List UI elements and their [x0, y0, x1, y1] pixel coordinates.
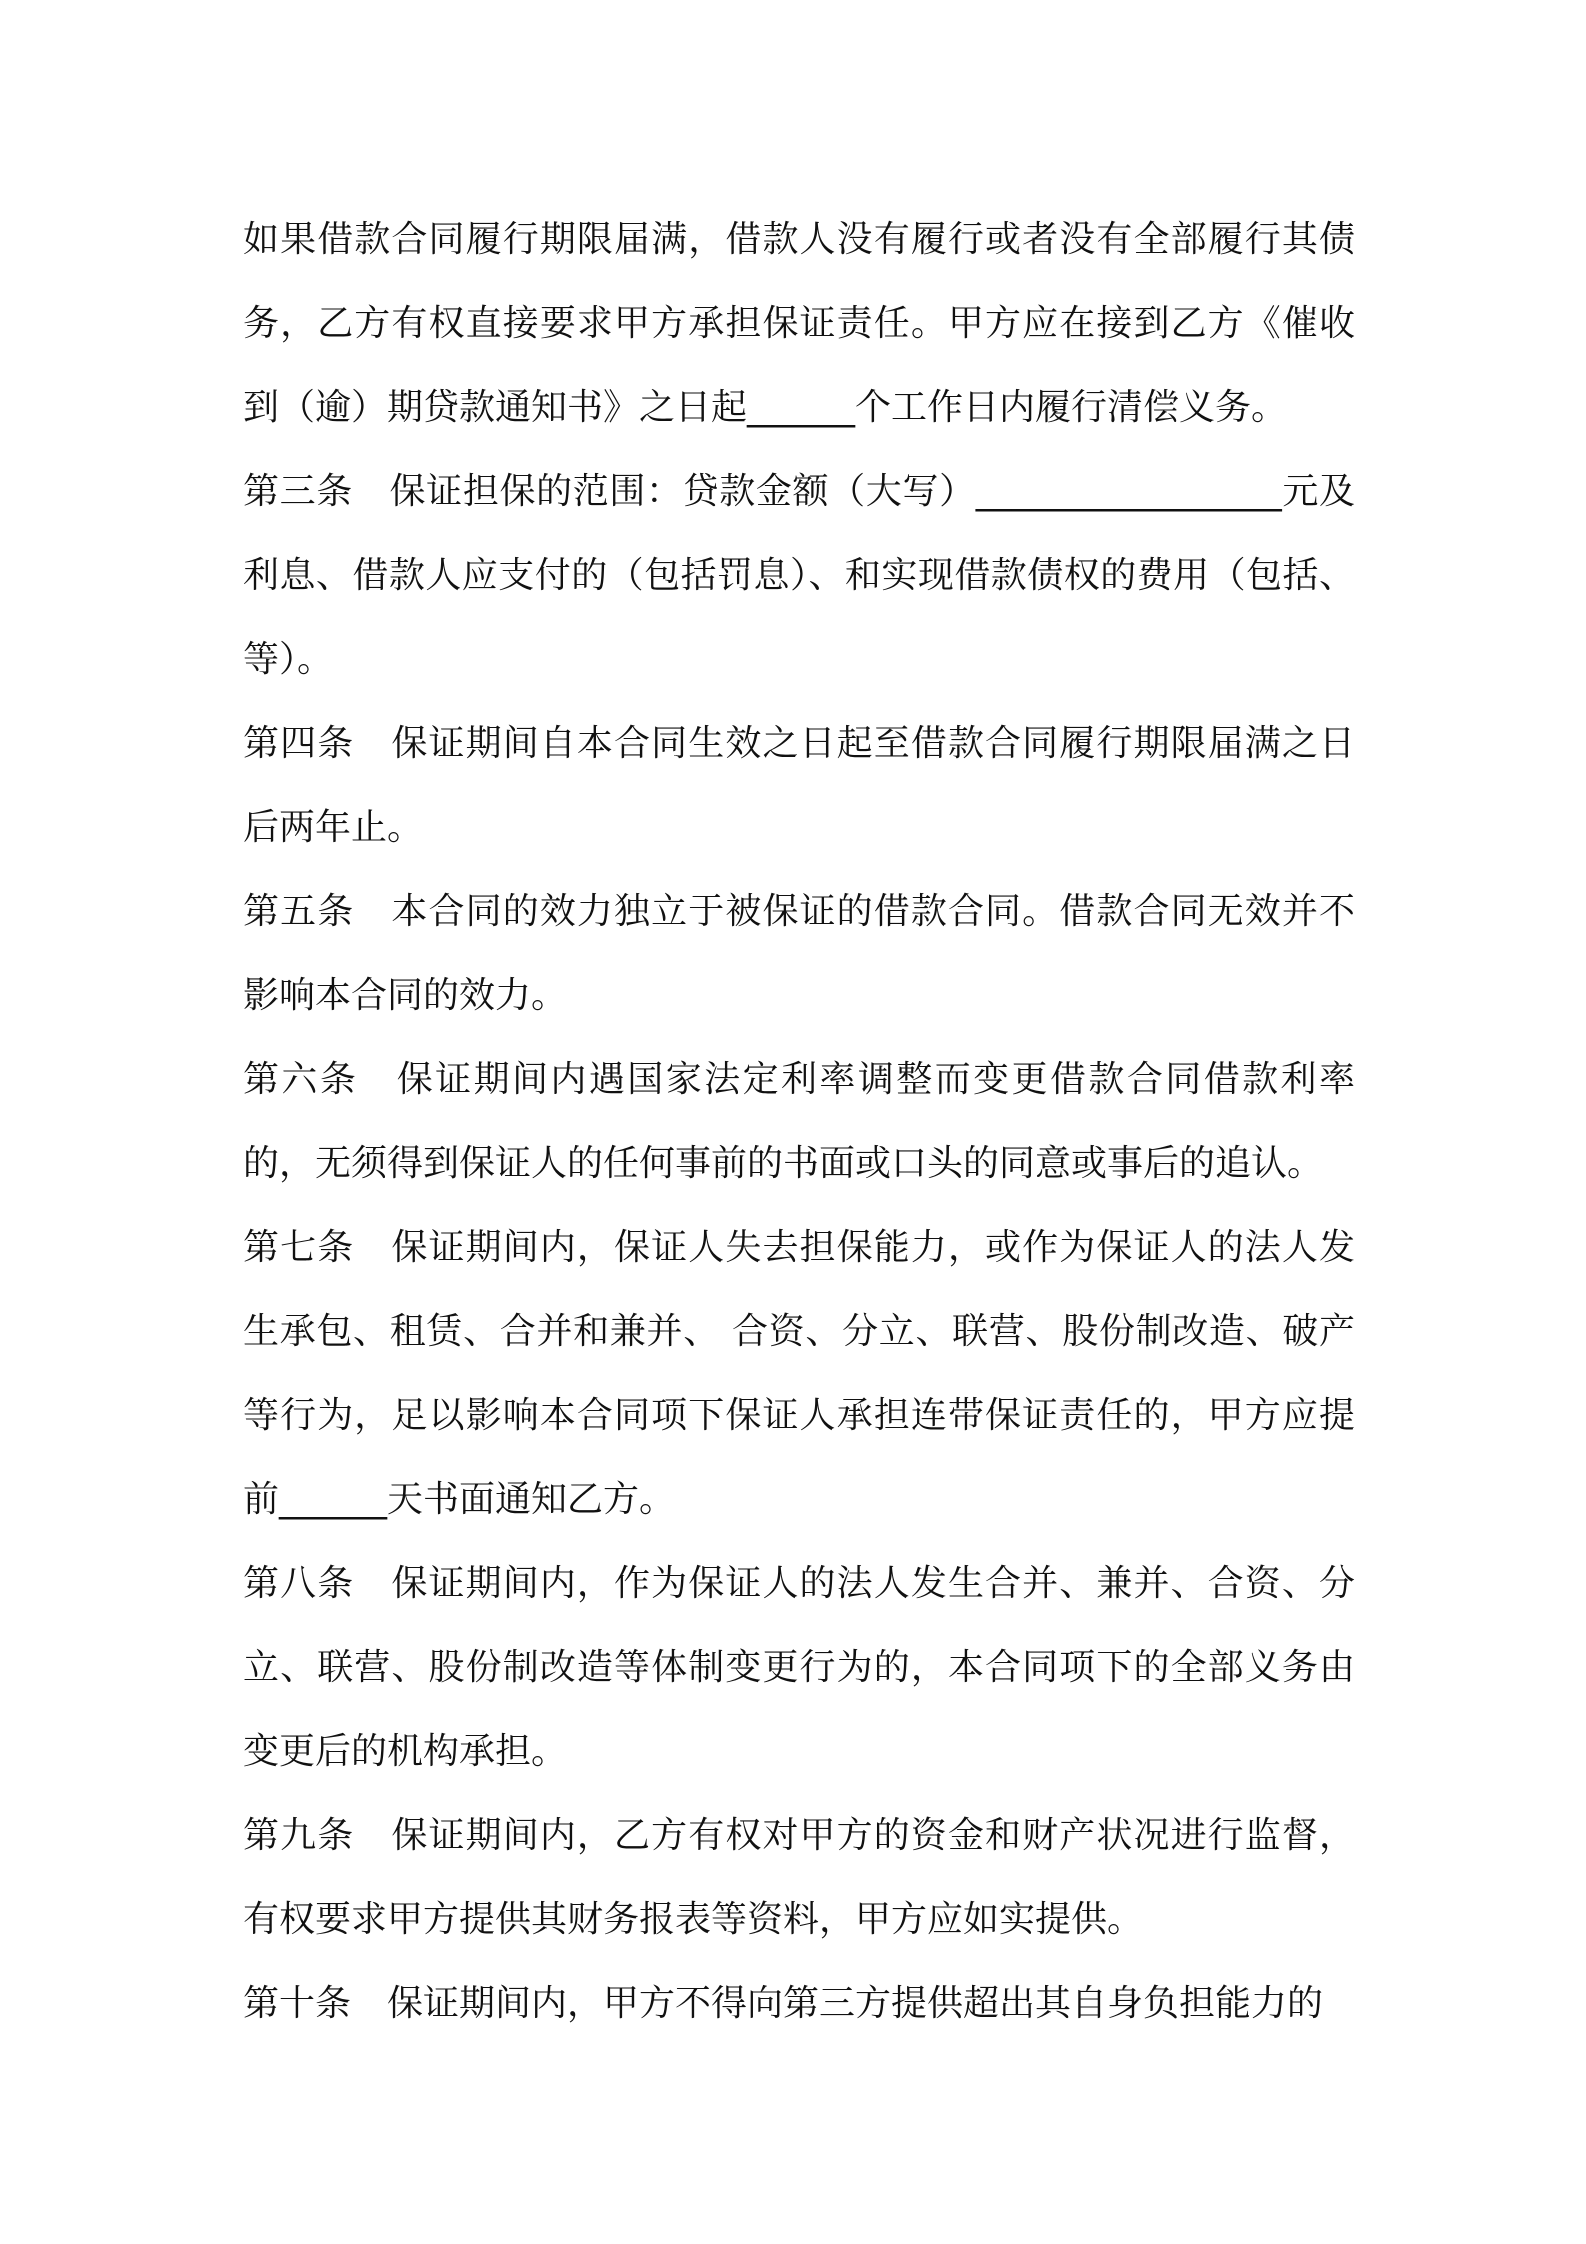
article-4: 第四条 保证期间自本合同生效之日起至借款合同履行期限届满之日后两年止。	[243, 723, 1355, 848]
article-6: 第六条 保证期间内遇国家法定利率调整而变更借款合同借款利率的，无须得到保证人的任何事前的书面或口头的同意或事后的追认。	[243, 1059, 1355, 1184]
article-9: 第九条 保证期间内，乙方有权对甲方的资金和财产状况进行监督，有权要求甲方提供其财务报表等资料，甲方应如实提供。	[243, 1815, 1355, 1940]
article-5: 第五条 本合同的效力独立于被保证的借款合同。借款合同无效并不影响本合同的效力。	[243, 891, 1355, 1016]
article-3: 第三条 保证担保的范围：贷款金额（大写）_________________元及利息、借款人应支付的（包括罚息）、和实现借款债权的费用（包括、等）。	[243, 471, 1355, 680]
paragraph-guarantee-liability: 如果借款合同履行期限届满，借款人没有履行或者没有全部履行其债务，乙方有权直接要求甲方承担保证责任。甲方应在接到乙方《催收到（逾）期贷款通知书》之日起______个工作日内履行清偿义务。	[243, 219, 1355, 428]
article-7: 第七条 保证期间内，保证人失去担保能力，或作为保证人的法人发生承包、租赁、合并和兼并、 合资、分立、联营、股份制改造、破产等行为，足以影响本合同项下保证人承担连带保证责任的，甲方应提前______天书面通知乙方。	[243, 1227, 1355, 1520]
article-10: 第十条 保证期间内，甲方不得向第三方提供超出其自身负担能力的	[243, 1983, 1324, 2024]
contract-body	[243, 198, 1355, 2046]
article-8: 第八条 保证期间内，作为保证人的法人发生合并、兼并、合资、分立、联营、股份制改造等体制变更行为的，本合同项下的全部义务由变更后的机构承担。	[243, 1563, 1355, 1772]
